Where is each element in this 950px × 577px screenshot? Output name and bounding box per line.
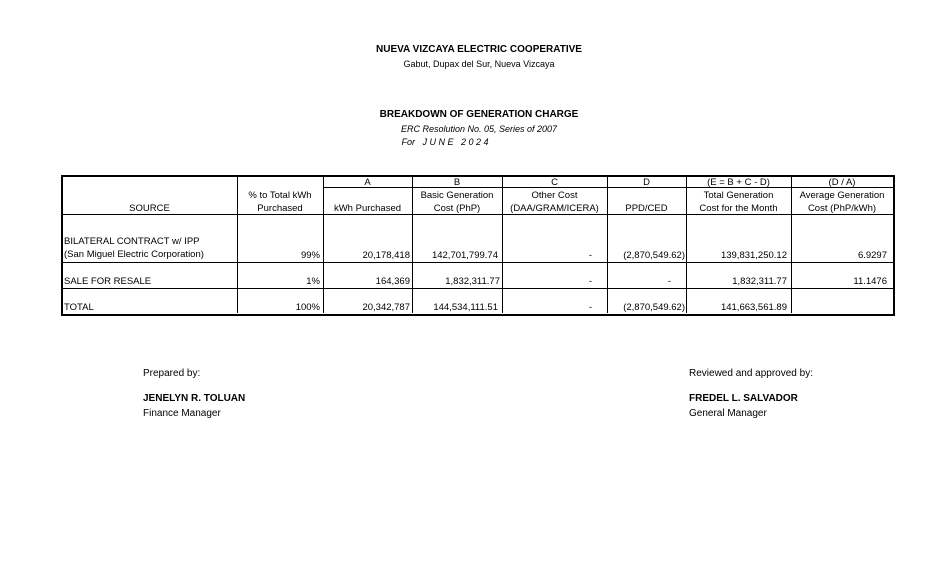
row-source: TOTAL <box>64 302 94 313</box>
header-kwh: kWh Purchased <box>333 203 402 214</box>
row-basic: 142,701,799.74 <box>431 250 498 261</box>
row-pct: 100% <box>295 302 320 313</box>
header-basic-line1: Basic Generation <box>420 190 494 201</box>
row-source-line2: (San Miguel Electric Corporation) <box>64 249 204 260</box>
row-ppd: (2,870,549.62) <box>623 302 685 313</box>
row-total: 1,832,311.77 <box>732 276 787 287</box>
report-period: For J U N E 2 0 2 4 <box>401 137 489 147</box>
col-letter-a: A <box>364 177 371 188</box>
col-letter-da: (D / A) <box>828 177 856 188</box>
row-avg: 6.9297 <box>857 250 887 261</box>
header-pct-line2: Purchased <box>257 203 303 214</box>
header-total-line2: Cost for the Month <box>699 203 778 214</box>
header-basic-line2: Cost (PhP) <box>433 203 481 214</box>
row-ppd: (2,870,549.62) <box>623 250 685 261</box>
col-letter-d: D <box>643 177 650 188</box>
row-kwh: 20,342,787 <box>362 302 410 313</box>
col-letter-b: B <box>453 177 461 188</box>
resolution-ref: ERC Resolution No. 05, Series of 2007 <box>400 124 558 134</box>
row-basic: 144,534,111.51 <box>433 302 498 313</box>
reviewed-by-label: Reviewed and approved by: <box>689 368 813 379</box>
row-pct: 99% <box>300 250 320 261</box>
reviewed-by-name: FREDEL L. SALVADOR <box>689 393 798 404</box>
row-total: 141,663,561.89 <box>720 302 787 313</box>
header-ppd: PPD/CED <box>625 203 668 214</box>
header-other-line1: Other Cost <box>531 190 578 201</box>
row-basic: 1,832,311.77 <box>445 276 500 287</box>
row-other: - <box>588 276 592 287</box>
header-avg-line1: Average Generation <box>799 190 885 201</box>
header-source: SOURCE <box>129 203 170 214</box>
header-avg-line2: Cost (PhP/kWh) <box>807 203 877 214</box>
prepared-by-title: Finance Manager <box>143 408 221 419</box>
row-other: - <box>588 250 592 261</box>
report-title: BREAKDOWN OF GENERATION CHARGE <box>379 109 579 120</box>
row-kwh: 20,178,418 <box>362 250 410 261</box>
row-source: SALE FOR RESALE <box>64 276 152 287</box>
row-source-line1: BILATERAL CONTRACT w/ IPP <box>64 236 200 247</box>
org-address: Gabut, Dupax del Sur, Nueva Vizcaya <box>403 59 555 69</box>
col-letter-e: (E = B + C - D) <box>707 177 770 188</box>
prepared-by-name: JENELYN R. TOLUAN <box>143 393 246 404</box>
row-total: 139,831,250.12 <box>720 250 787 261</box>
org-name: NUEVA VIZCAYA ELECTRIC COOPERATIVE <box>376 44 582 55</box>
row-other: - <box>588 302 592 313</box>
col-letter-c: C <box>551 177 558 188</box>
header-pct-line1: % to Total kWh <box>248 190 312 201</box>
row-pct: 1% <box>306 276 320 287</box>
row-ppd: - <box>667 276 671 287</box>
reviewed-by-title: General Manager <box>689 408 767 419</box>
row-kwh: 164,369 <box>375 276 410 287</box>
header-total-line1: Total Generation <box>703 190 774 201</box>
row-avg: 11.1476 <box>853 276 887 287</box>
header-other-line2: (DAA/GRAM/ICERA) <box>510 203 599 214</box>
prepared-by-label: Prepared by: <box>143 368 201 379</box>
